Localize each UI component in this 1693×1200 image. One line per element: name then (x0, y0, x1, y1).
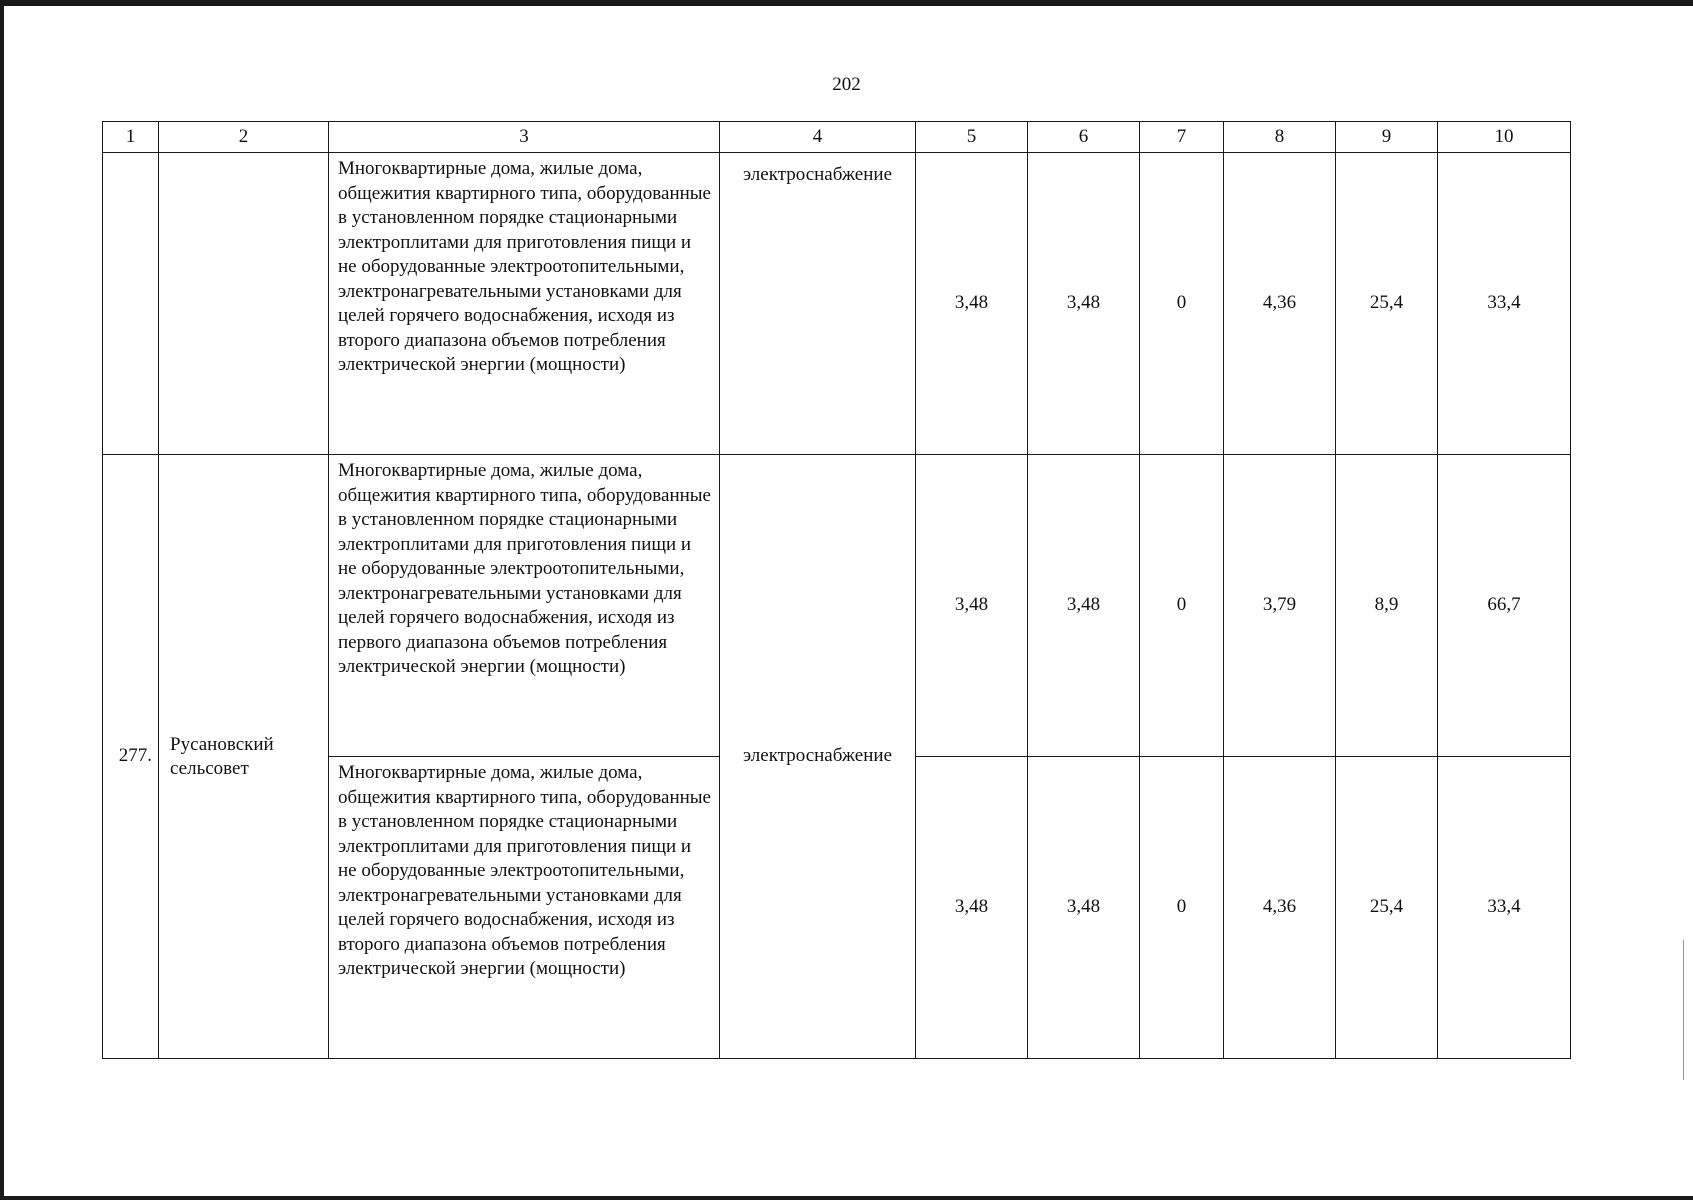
table-row (103, 153, 1571, 455)
value-cell (1140, 153, 1224, 455)
value-cell (1140, 757, 1224, 1059)
value-cell (1438, 153, 1571, 455)
value-cell (1336, 153, 1438, 455)
value-text: 3,48 (954, 292, 989, 314)
value-text: 33,4 (1487, 896, 1521, 918)
header-row (103, 122, 1571, 153)
value-cell (1336, 757, 1438, 1059)
value-text: 3,48 (1066, 594, 1101, 616)
value-text: 8,9 (1374, 594, 1399, 616)
header-cell: 7 (1140, 122, 1224, 153)
value-cell (1224, 153, 1336, 455)
scan-border-top (0, 0, 1693, 6)
value-cell (1224, 455, 1336, 757)
value-text: 3,48 (1066, 896, 1101, 918)
header-cell: 1 (103, 122, 159, 153)
value-cell (1028, 153, 1140, 455)
value-cell (916, 757, 1028, 1059)
value-cell (1438, 757, 1571, 1059)
header-cell: 9 (1336, 122, 1438, 153)
value-cell (1028, 757, 1140, 1059)
row-number-cell (103, 153, 159, 455)
tariff-table (102, 121, 1571, 1059)
header-cell: 4 (720, 122, 916, 153)
value-text: 3,48 (954, 896, 989, 918)
value-cell (1028, 455, 1140, 757)
value-text: 25,4 (1369, 896, 1404, 918)
value-text: 3,79 (1262, 594, 1297, 616)
value-cell (1336, 455, 1438, 757)
header-cell: 10 (1438, 122, 1571, 153)
value-cell (916, 153, 1028, 455)
value-text: 0 (1176, 292, 1187, 314)
table-row (103, 455, 1571, 757)
header-cell: 5 (916, 122, 1028, 153)
value-cell (1140, 455, 1224, 757)
scan-artifact (1683, 940, 1684, 1080)
page-number: 202 (832, 74, 861, 95)
value-cell (1438, 455, 1571, 757)
value-cell (916, 455, 1028, 757)
value-text: 3,48 (954, 594, 989, 616)
description-cell: Многоквартирные дома, жилые дома, общежития квартирного типа, оборудованные в установленном порядке стационарными электроплитами для приготовления пищи и не оборудованные электроотопительными, электронагревательными установками для целей горячего водоснабжения, исходя из второго диапазона объемов потребления электрической энергии (мощности) (329, 153, 720, 455)
value-text: 33,4 (1487, 292, 1521, 314)
district-cell: Русановский сельсовет (159, 455, 329, 1059)
service-cell: электроснабжение (720, 153, 916, 455)
district-cell (159, 153, 329, 455)
value-text: 0 (1176, 896, 1187, 918)
description-cell: Многоквартирные дома, жилые дома, общежития квартирного типа, оборудованные в установленном порядке стационарными электроплитами для приготовления пищи и не оборудованные электроотопительными, электронагревательными установками для целей горячего водоснабжения, исходя из первого диапазона объемов потребления электрической энергии (мощности) (329, 455, 720, 757)
service-cell: электроснабжение (720, 455, 916, 1059)
value-text: 4,36 (1262, 292, 1297, 314)
description-cell: Многоквартирные дома, жилые дома, общежития квартирного типа, оборудованные в установленном порядке стационарными электроплитами для приготовления пищи и не оборудованные электроотопительными, электронагревательными установками для целей горячего водоснабжения, исходя из второго диапазона объемов потребления электрической энергии (мощности) (329, 757, 720, 1059)
header-cell: 2 (159, 122, 329, 153)
value-text: 3,48 (1066, 292, 1101, 314)
value-text: 4,36 (1262, 896, 1297, 918)
header-cell: 6 (1028, 122, 1140, 153)
value-text: 25,4 (1369, 292, 1404, 314)
value-cell (1224, 757, 1336, 1059)
row-number-cell: 277. (103, 455, 159, 1059)
header-cell: 3 (329, 122, 720, 153)
scan-border-left (0, 0, 4, 1200)
scan-border-bottom (0, 1196, 1693, 1200)
header-cell: 8 (1224, 122, 1336, 153)
value-text: 0 (1176, 594, 1187, 616)
value-text: 66,7 (1487, 594, 1521, 616)
